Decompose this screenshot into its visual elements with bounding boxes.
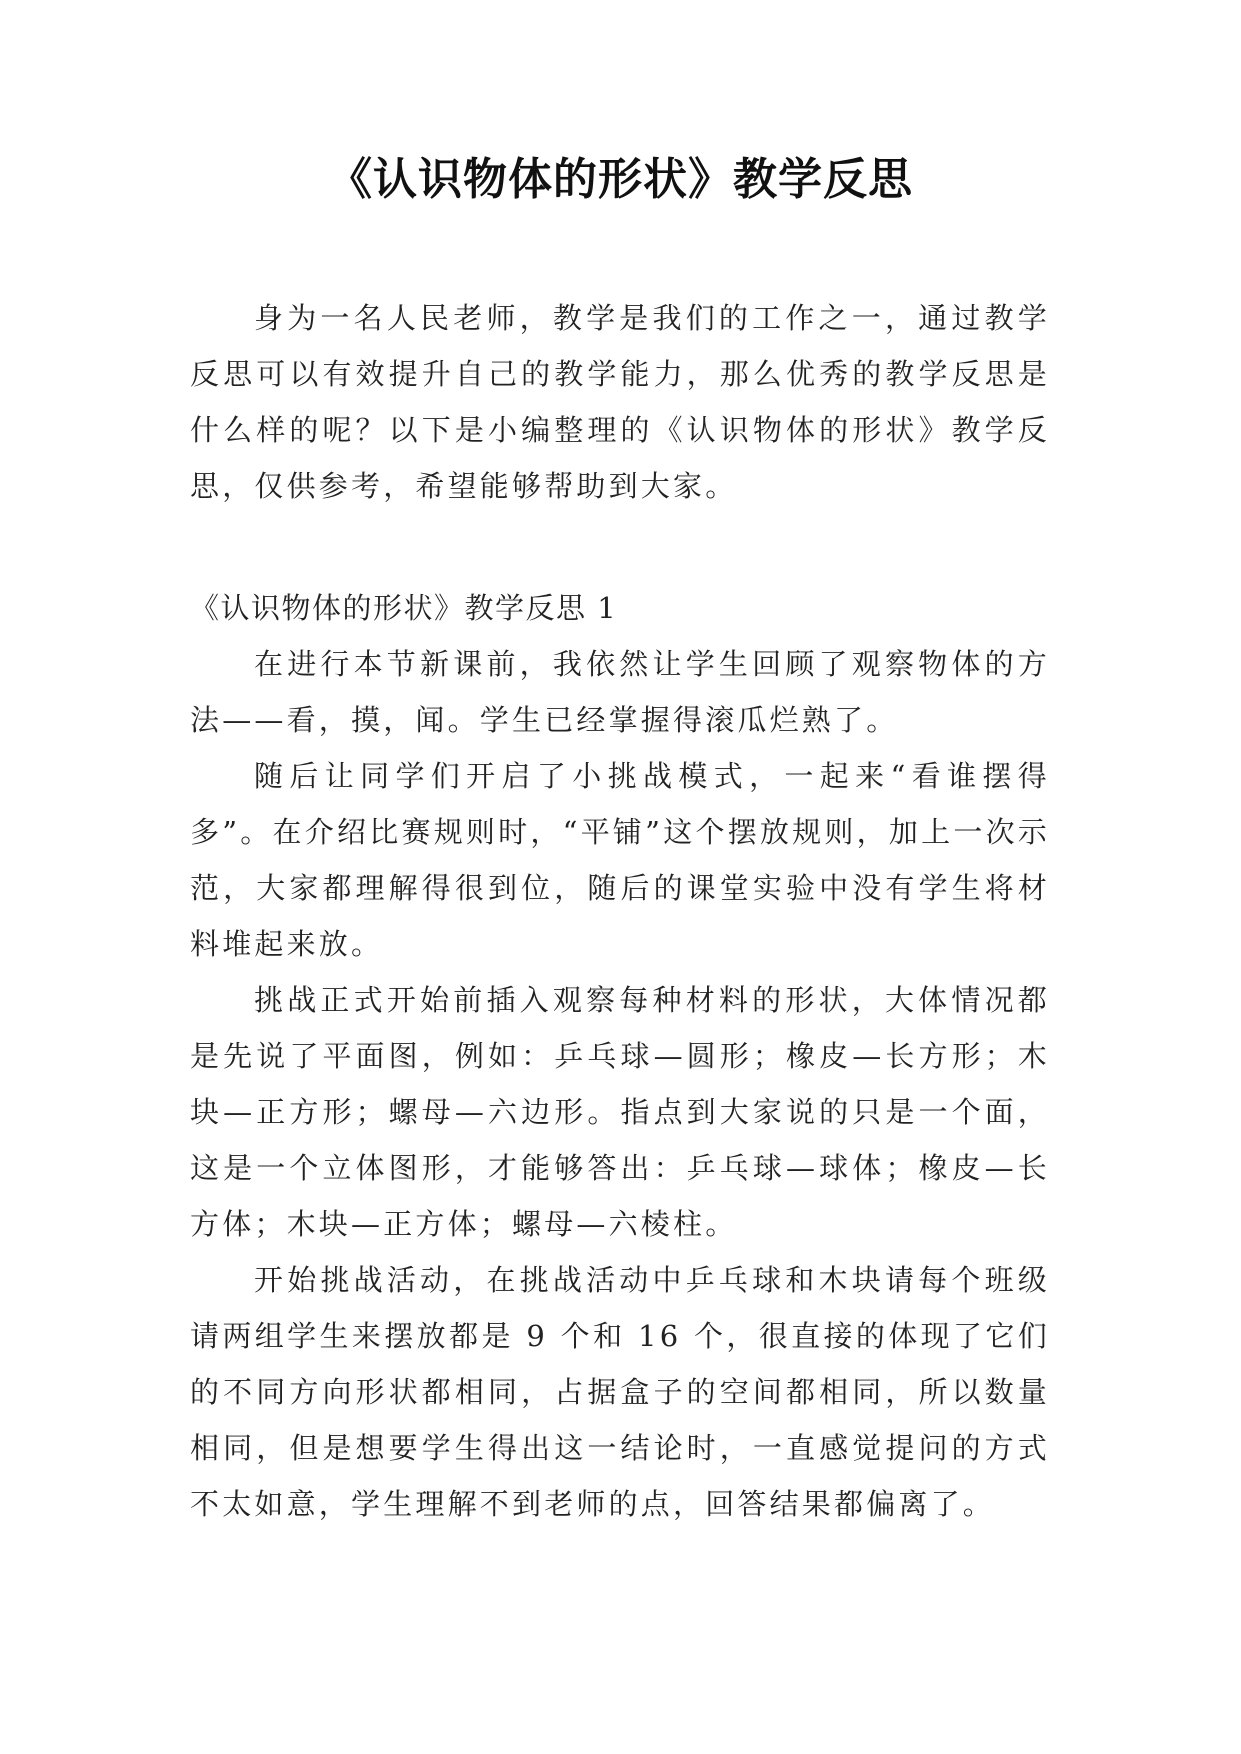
body-paragraph: 开始挑战活动，在挑战活动中乒乓球和木块请每个班级请两组学生来摆放都是 9 个和 16 个，很直接的体现了它们的不同方向形状都相同，占据盒子的空间都相同，所以数量相同，但是想要学生得出这一结论时，一直感觉提问的方式不太如意，学生理解不到老师的点，回答结果都偏离了。 [190, 1263, 1050, 1521]
body-paragraph: 在进行本节新课前，我依然让学生回顾了观察物体的方法——看，摸，闻。学生已经掌握得滚瓜烂熟了。 [190, 647, 1050, 737]
document-title: 《认识物体的形状》教学反思 [328, 154, 913, 205]
body-paragraph: 随后让同学们开启了小挑战模式，一起来“看谁摆得多”。在介绍比赛规则时，“平铺”这个摆放规则，加上一次示范，大家都理解得很到位，随后的课堂实验中没有学生将材料堆起来放。 [190, 759, 1050, 961]
section-heading: 《认识物体的形状》教学反思 1 [190, 591, 618, 625]
body-paragraph: 挑战正式开始前插入观察每种材料的形状，大体情况都是先说了平面图，例如：乒乓球—圆形；橡皮—长方形；木块—正方形；螺母—六边形。指点到大家说的只是一个面，这是一个立体图形，才能够答出：乒乓球—球体；橡皮—长方体；木块—正方体；螺母—六棱柱。 [190, 983, 1050, 1241]
intro-paragraph: 身为一名人民老师，教学是我们的工作之一，通过教学反思可以有效提升自己的教学能力，那么优秀的教学反思是什么样的呢？以下是小编整理的《认识物体的形状》教学反思，仅供参考，希望能够帮助到大家。 [190, 301, 1050, 503]
